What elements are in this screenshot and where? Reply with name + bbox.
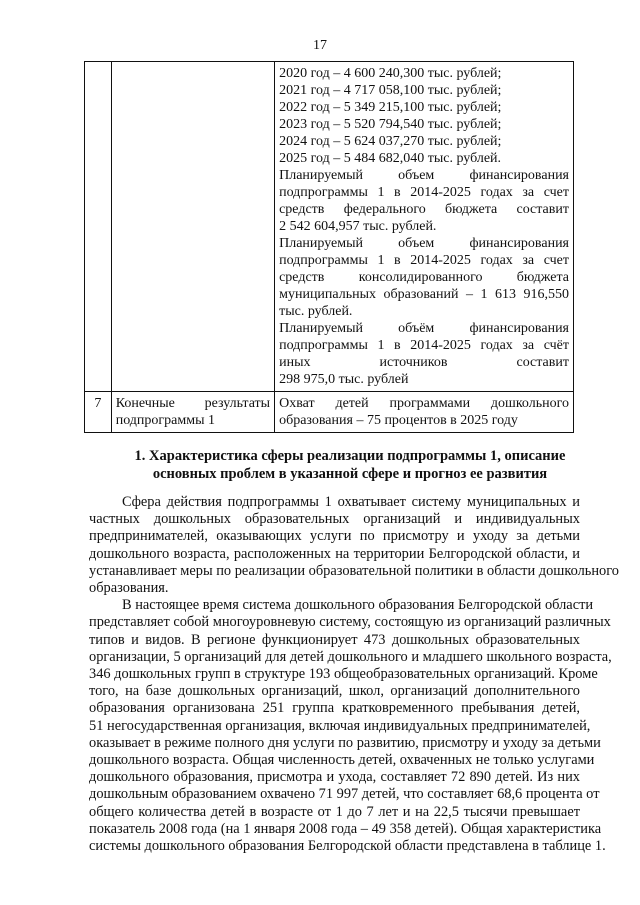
year-line: 2025 год – 5 484 682,040 тыс. рублей.	[279, 151, 502, 166]
paragraph-line: частных дошкольных образовательных организаций и индивидуальных	[89, 511, 580, 528]
municipal-line: Планируемый объем финансирования	[279, 236, 569, 251]
section-title-line: 1. Характеристика сферы реализации подпрограммы 1, описание	[134, 448, 566, 464]
federal-line: средств федерального бюджета составит	[279, 202, 569, 217]
table-row	[85, 62, 574, 392]
other-sources-line: иных источников составит	[279, 355, 569, 370]
other-sources-line: Планируемый объём финансирования	[279, 321, 569, 336]
row-number-cell: 7	[85, 392, 112, 433]
paragraph-line: образования.	[89, 580, 169, 597]
results-line: Охват детей программами дошкольного	[279, 396, 569, 411]
paragraph-line: 346 дошкольных групп в структуре 193 общеобразовательных организаций. Кроме	[89, 666, 598, 683]
paragraph-line: типов и видов. В регионе функционирует 473 дошкольных образовательных	[89, 631, 580, 648]
page-number: 17	[313, 38, 327, 53]
paragraph-line: общего количества детей в возрасте от 1 до 7 лет и на 22,5 тысячи превышает	[89, 803, 580, 820]
row-name-cell	[111, 62, 274, 392]
paragraph-line: 51 негосударственная организация, включая индивидуальных предпринимателей,	[89, 717, 591, 734]
federal-line: Планируемый объем финансирования	[279, 168, 569, 183]
paragraph-line: представляет собой многоуровневую систему, состоящую из организаций различных	[89, 614, 611, 631]
paragraph-line: дошкольным образованием охвачено 71 997 детей, что составляет 68,6 процента от	[89, 786, 600, 803]
municipal-line: подпрограммы 1 в 2014-2025 годах за счет	[279, 253, 569, 268]
results-line: образования – 75 процентов в 2025 году	[279, 413, 518, 428]
row-number-cell	[85, 62, 112, 392]
paragraph-line: устанавливает меры по реализации образовательной политики в области дошкольного	[89, 562, 619, 579]
municipal-line: муниципальных образований – 1 613 916,550	[279, 287, 569, 302]
other-sources-line: 298 975,0 тыс. рублей	[279, 372, 409, 387]
paragraph-2	[89, 597, 612, 855]
paragraph-line: того, на базе дошкольных организаций, школ, организаций дополнительного	[89, 683, 580, 700]
paragraph-line: дошкольного образования, присмотра и ухода, составляет 72 890 детей. Из них	[89, 769, 580, 786]
year-line: 2023 год – 5 520 794,540 тыс. рублей;	[279, 117, 502, 132]
other-sources-line: подпрограммы 1 в 2014-2025 годах за счёт	[279, 338, 569, 353]
section-title-line: основных проблем в указанной сфере и прогноз ее развития	[152, 466, 548, 482]
year-line: 2024 год – 5 624 037,270 тыс. рублей;	[279, 134, 502, 149]
section-title	[120, 447, 580, 483]
paragraph-line: образования организована 251 группа кратковременного пребывания детей,	[89, 700, 580, 717]
row-name-line: Конечные результаты	[115, 396, 271, 411]
paragraph-line: системы дошкольного образования Белгородской области представлена в таблице 1.	[89, 838, 606, 855]
paragraph-line: оказывает в режиме полного дня услуги по развитию, присмотру и уходу за детьми	[89, 734, 601, 751]
year-line: 2021 год – 4 717 058,100 тыс. рублей;	[279, 83, 502, 98]
year-line: 2022 год – 5 349 215,100 тыс. рублей;	[279, 100, 502, 115]
paragraph-line: В настоящее время система дошкольного образования Белгородской области	[122, 597, 594, 614]
federal-line: подпрограммы 1 в 2014-2025 годах за счет	[279, 185, 569, 200]
paragraph-line: дошкольного возраста, расположенных на территории Белгородской области, и	[89, 545, 580, 562]
paragraph-line: дошкольного возраста. Общая численность детей, охваченных не только услугами	[89, 752, 595, 769]
paragraph-line: организации, 5 организаций для детей дошкольного и младшего школьного возраста,	[89, 648, 612, 665]
federal-line: 2 542 604,957 тыс. рублей.	[279, 219, 437, 234]
paragraph-1	[89, 494, 619, 597]
financing-cell	[275, 62, 574, 392]
results-cell	[275, 392, 574, 433]
paragraph-line: показатель 2008 года (на 1 января 2008 года – 49 358 детей). Общая характеристика	[89, 820, 602, 837]
municipal-line: тыс. рублей.	[279, 304, 353, 319]
passport-table	[84, 61, 574, 433]
paragraph-line: Сфера действия подпрограммы 1 охватывает систему муниципальных и	[122, 494, 580, 510]
municipal-line: средств консолидированного бюджета	[279, 270, 569, 285]
table-row	[85, 392, 574, 433]
row-name-cell	[111, 392, 274, 433]
row-name-line: подпрограммы 1	[115, 413, 216, 428]
year-line: 2020 год – 4 600 240,300 тыс. рублей;	[279, 66, 502, 81]
body-text	[89, 494, 619, 855]
paragraph-line: предпринимателей, оказывающих услуги по присмотру и уходу за детьми	[89, 528, 580, 545]
